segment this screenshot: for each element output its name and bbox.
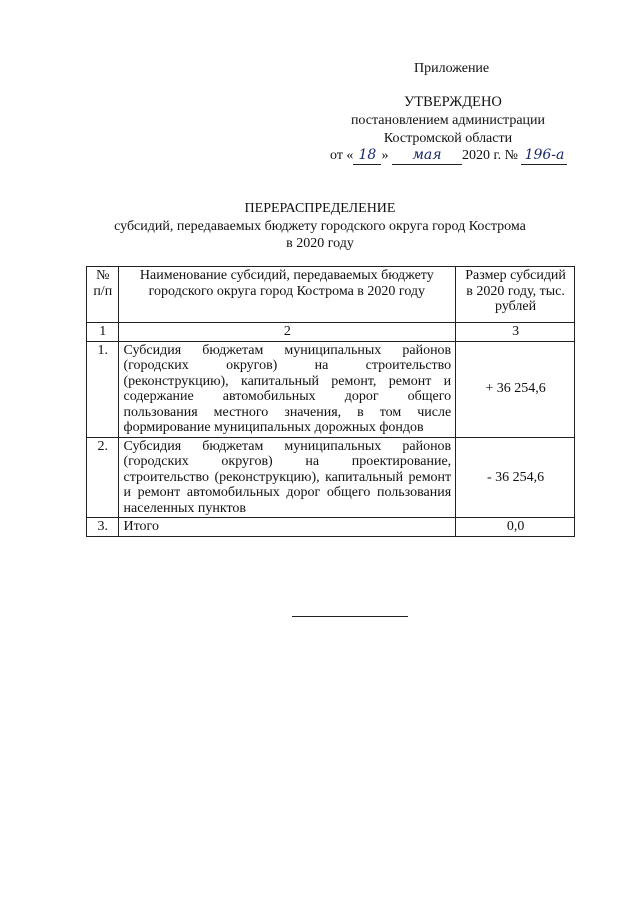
row-number: 2. bbox=[87, 437, 119, 518]
table-row bbox=[87, 341, 575, 437]
row-subsidy-name: Субсидия бюджетам муниципальных районов (городских округов) на проектирование, строительство (реконструкцию), капитальный ремонт и ремонт автомобильных дорог общего пользования населенных пунктов bbox=[118, 437, 456, 518]
table-header-row bbox=[87, 267, 575, 323]
date-day: 18 bbox=[353, 147, 381, 165]
row-number: 3. bbox=[87, 518, 119, 537]
footer-divider bbox=[292, 616, 408, 617]
document-number: 196-а bbox=[521, 147, 567, 165]
document-subtitle-line1: субсидий, передаваемых бюджету городского округа город Кострома bbox=[114, 219, 526, 234]
decree-date-line bbox=[330, 147, 567, 165]
region-line: Костромской области bbox=[383, 131, 513, 146]
row-total-amount: 0,0 bbox=[456, 518, 575, 537]
table-row bbox=[87, 437, 575, 518]
appendix-label: Приложение bbox=[414, 61, 490, 76]
row-total-label: Итого bbox=[118, 518, 456, 537]
approved-label: УТВЕРЖДЕНО bbox=[404, 94, 502, 110]
document-subtitle-line2: в 2020 году bbox=[286, 236, 354, 251]
date-separator: » bbox=[381, 148, 389, 163]
column-number-cell: 2 bbox=[118, 323, 456, 342]
column-number-row bbox=[87, 323, 575, 342]
header-cell-name: Наименование субсидий, передаваемых бюджету городского округа город Кострома в 2020 году bbox=[118, 267, 456, 323]
column-number-cell: 3 bbox=[456, 323, 575, 342]
table-row-total bbox=[87, 518, 575, 537]
row-number: 1. bbox=[87, 341, 119, 437]
date-year-text: 2020 г. № bbox=[461, 148, 518, 163]
document-title: ПЕРЕРАСПРЕДЕЛЕНИЕ bbox=[244, 201, 396, 216]
decree-line: постановлением администрации bbox=[350, 113, 546, 128]
column-number-cell: 1 bbox=[87, 323, 119, 342]
date-month: мая bbox=[392, 147, 462, 165]
subsidy-table bbox=[86, 266, 575, 537]
row-subsidy-amount: - 36 254,6 bbox=[456, 437, 575, 518]
header-cell-number: № п/п bbox=[87, 267, 119, 323]
row-subsidy-name: Субсидия бюджетам муниципальных районов (городских округов) на строительство (реконструкцию), капитальный ремонт, ремонт и содержание автомобильных дорог общего пользования местного значения, в том числе формирование муниципальных дорожных фондов bbox=[118, 341, 456, 437]
header-cell-amount: Размер субсидий в 2020 году, тыс. рублей bbox=[456, 267, 575, 323]
date-prefix: от « bbox=[330, 148, 354, 163]
row-subsidy-amount: + 36 254,6 bbox=[456, 341, 575, 437]
